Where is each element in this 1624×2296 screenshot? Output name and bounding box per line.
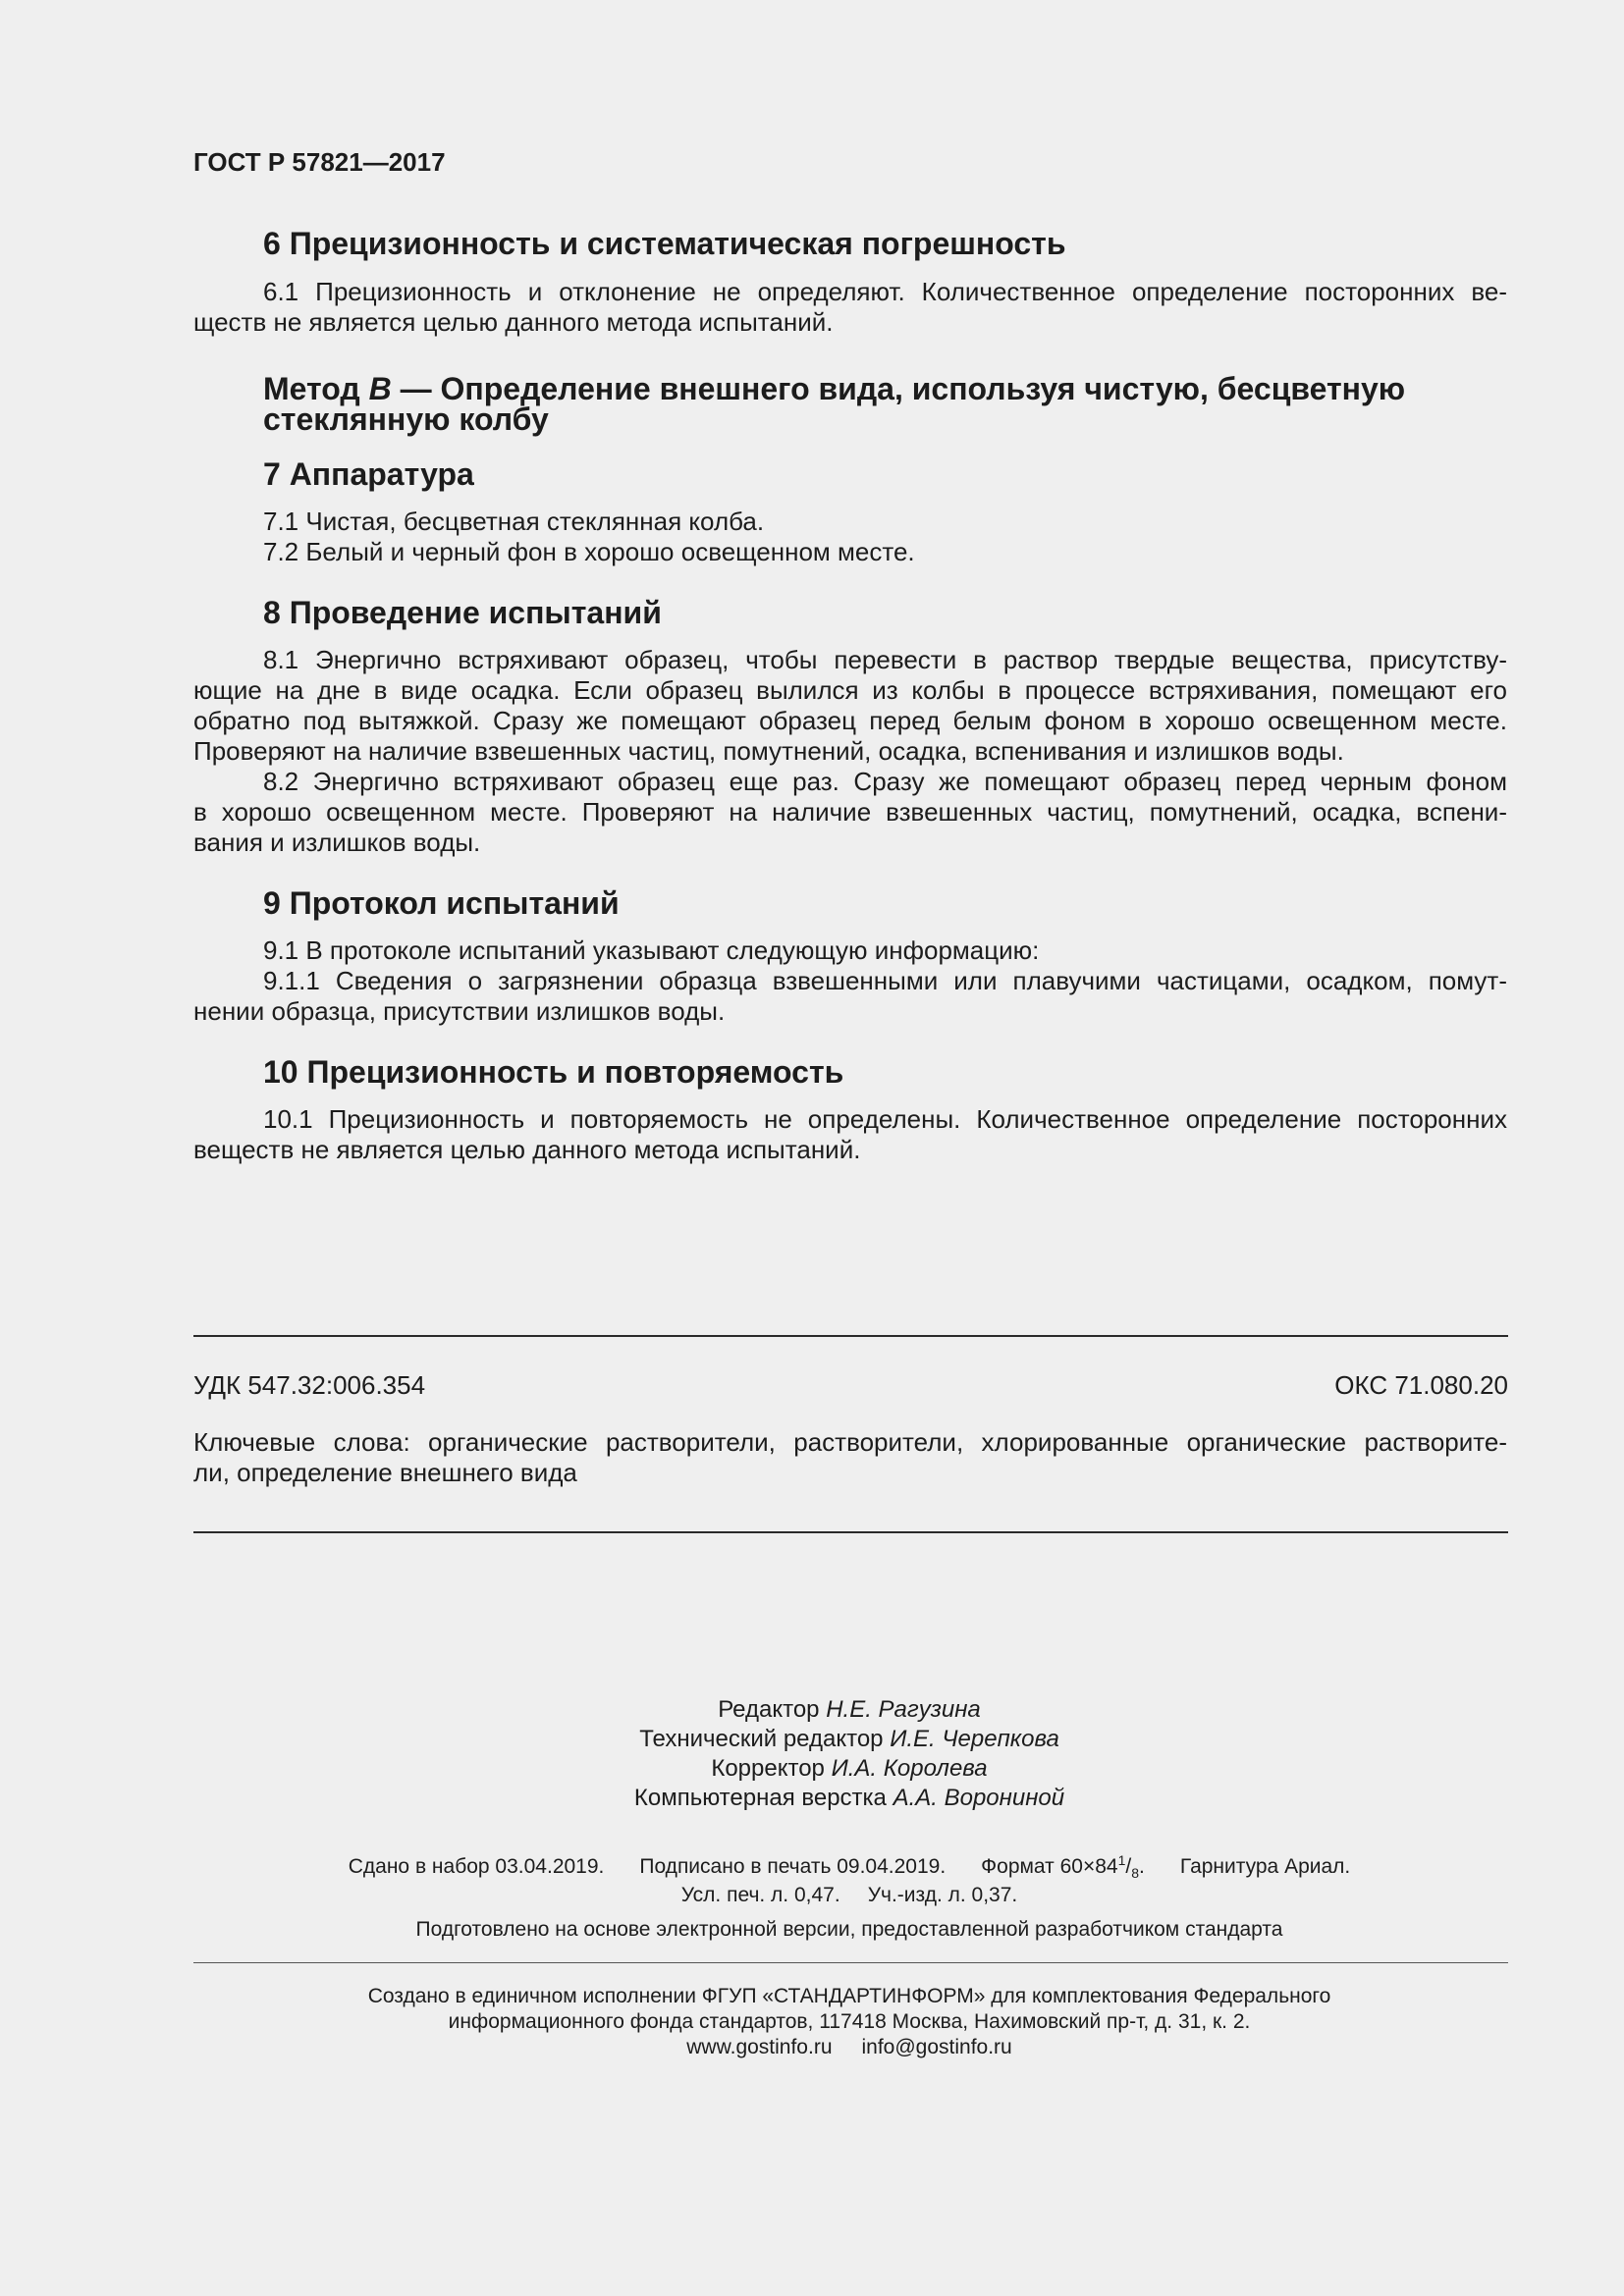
list-item: 7.2 Белый и черный фон в хорошо освещенном месте.: [263, 537, 915, 566]
credit-role: Редактор: [718, 1696, 827, 1723]
footer-line-1: Создано в единичном исполнении ФГУП «СТАНДАРТИНФОРМ» для комплектования Федерального: [367, 1985, 1331, 2007]
keywords-line: Ключевые слова: органические растворители, растворители, хлорированные органические растворите-: [193, 1427, 1507, 1457]
section-10-heading: 10 Прецизионность и повторяемость: [263, 1054, 844, 1090]
paragraph-line: вания и излишков воды.: [193, 828, 481, 857]
paragraph-line: ществ не является целью данного метода испытаний.: [193, 307, 834, 337]
paragraph-line: Проверяют на наличие взвешенных частиц, помутнений, осадка, вспенивания и излишков воды.: [193, 736, 1344, 766]
imprint-line-2: [0, 1882, 1624, 1908]
credit-role: Технический редактор: [639, 1726, 891, 1752]
paragraph-line: веществ не является целью данного метода испытаний.: [193, 1135, 861, 1164]
paper-format: Формат $60\times 84^1/_8$.: [981, 1852, 1145, 1882]
method-b-title-line2: стеклянную колбу: [263, 401, 549, 437]
section-10-paragraph: [193, 1104, 1507, 1165]
paragraph-line: обратно под вытяжкой. Сразу же помещают образец перед белым фоном в хорошо освещенном месте.: [193, 706, 1507, 735]
credit-name: Н.Е. Рагузина: [826, 1696, 981, 1723]
signed-date: Подписано в печать 09.04.2019.: [639, 1855, 947, 1878]
section-9-items: [193, 935, 1507, 1027]
list-item: 9.1.1 Сведения о загрязнении образца взвешенными или плавучими частицами, осадком, помут-: [263, 966, 1507, 995]
credit-line: [0, 1784, 1624, 1813]
publication-sheets: Уч.-изд. л. 0,37.: [867, 1884, 1018, 1906]
typeface: Гарнитура Ариал.: [1179, 1855, 1351, 1878]
imprint-line-1: [0, 1853, 1624, 1880]
website-link[interactable]: www.gostinfo.ru: [686, 2036, 833, 2058]
udc-code: УДК 547.32:006.354: [193, 1370, 426, 1400]
keywords-line: ли, определение внешнего вида: [193, 1458, 577, 1487]
prepared-note: Подготовлено на основе электронной версии, предоставленной разработчиком стандарта: [415, 1918, 1283, 1941]
section-9-heading: 9 Протокол испытаний: [263, 885, 620, 921]
paragraph-line: 6.1 Прецизионность и отклонение не определяют. Количественное определение посторонних ве-: [263, 277, 1507, 306]
keywords: [193, 1427, 1507, 1488]
document-id: ГОСТ Р 57821—2017: [193, 147, 446, 177]
credit-name: И.Е. Черепкова: [890, 1726, 1059, 1752]
list-item: 9.1 В протоколе испытаний указывают следующую информацию:: [263, 935, 1040, 965]
divider: [193, 1335, 1508, 1337]
method-b-title: — Определение внешнего вида, используя чистую, бесцветную: [391, 371, 1406, 406]
credit-role: Корректор: [711, 1755, 832, 1782]
section-7-items: [193, 507, 1507, 567]
paragraph-line: в хорошо освещенном месте. Проверяют на наличие взвешенных частиц, помутнений, осадка, вспени-: [193, 797, 1507, 827]
divider: [193, 1962, 1508, 1963]
credit-name: И.А. Королева: [831, 1755, 988, 1782]
credit-line: [0, 1725, 1624, 1754]
divider: [193, 1531, 1508, 1533]
print-sheets: Усл. печ. л. 0,47.: [680, 1884, 840, 1906]
paragraph-line: ющие на дне в виде осадка. Если образец вылился из колбы в процессе встряхивания, помещают его: [193, 675, 1507, 705]
section-6-heading: 6 Прецизионность и систематическая погрешность: [263, 226, 1066, 261]
credit-name: А.А. Ворониной: [893, 1785, 1065, 1811]
section-8-paragraph-2: [193, 767, 1507, 858]
method-b-prefix: Метод: [263, 371, 369, 406]
section-7-heading: 7 Аппаратура: [263, 456, 474, 492]
section-6-paragraph: [193, 277, 1507, 338]
credits-block: [0, 1695, 1624, 1813]
oks-code: ОКС 71.080.20: [1334, 1370, 1508, 1400]
paragraph-line: 8.2 Энергично встряхивают образец еще раз. Сразу же помещают образец перед черным фоном: [263, 767, 1507, 796]
footer-line-2: информационного фонда стандартов, 117418 Москва, Нахимовский пр-т, д. 31, к. 2.: [448, 2010, 1251, 2033]
list-item-continuation: нении образца, присутствии излишков воды.: [193, 996, 726, 1026]
section-8-paragraph-1: [193, 645, 1507, 767]
submitted-date: Сдано в набор 03.04.2019.: [348, 1855, 605, 1878]
paragraph-line: 10.1 Прецизионность и повторяемость не определены. Количественное определение посторонних: [263, 1104, 1507, 1134]
section-8-heading: 8 Проведение испытаний: [263, 595, 662, 630]
paragraph-line: 8.1 Энергично встряхивают образец, чтобы перевести в раствор твердые вещества, присутству-: [263, 645, 1507, 674]
credit-role: Компьютерная верстка: [633, 1785, 893, 1811]
credit-line: [0, 1754, 1624, 1784]
footer-contacts: [0, 2034, 1624, 2060]
credit-line: [0, 1695, 1624, 1725]
method-b-letter: B: [368, 371, 392, 406]
method-b-heading: [263, 371, 1406, 437]
list-item: 7.1 Чистая, бесцветная стеклянная колба.: [263, 507, 765, 536]
email-link[interactable]: info@gostinfo.ru: [861, 2036, 1012, 2058]
